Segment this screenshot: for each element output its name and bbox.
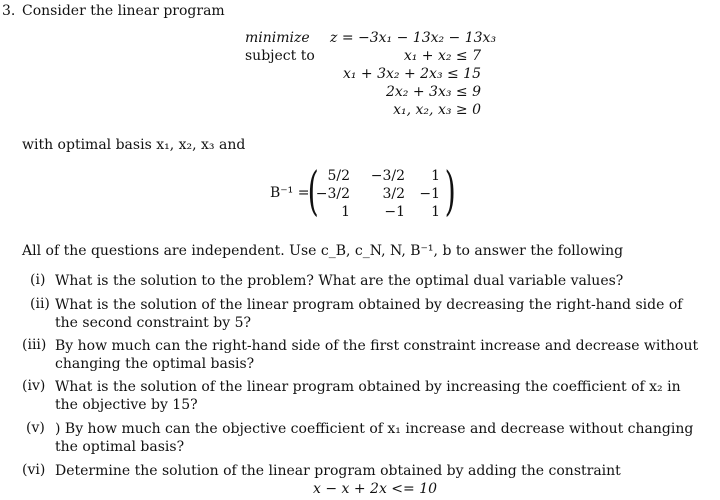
question-number: (iv) bbox=[22, 378, 46, 394]
matrix-cell: 1 bbox=[341, 204, 350, 220]
matrix-cell: 5/2 bbox=[327, 168, 350, 184]
matrix-cell: 1 bbox=[431, 168, 440, 184]
binv-label: B⁻¹ = bbox=[270, 185, 310, 201]
question-number: (iii) bbox=[22, 337, 47, 353]
minimize-label: minimize bbox=[245, 30, 310, 46]
constraint-1: x₁ + x₂ ≤ 7 bbox=[403, 48, 481, 64]
constraint-3: 2x₂ + 3x₃ ≤ 9 bbox=[386, 84, 481, 100]
question-number: (vi) bbox=[22, 462, 46, 478]
matrix-right-paren: ) bbox=[444, 162, 456, 222]
question-number: (ii) bbox=[30, 296, 50, 312]
question-number: (v) bbox=[26, 420, 45, 436]
problem-intro: Consider the linear program bbox=[22, 3, 225, 19]
matrix-cell: −1 bbox=[384, 204, 405, 220]
constraint-2: x₁ + 3x₂ + 2x₃ ≤ 15 bbox=[342, 66, 481, 82]
matrix-cell: −1 bbox=[419, 186, 440, 202]
instructions: All of the questions are independent. Use c_B, c_N, N, B⁻¹, b to answer the following bbox=[22, 243, 624, 259]
matrix-cell: 3/2 bbox=[382, 186, 405, 202]
question-text: ) By how much can the objective coefficient of x₁ increase and decrease without changing the optimal basis? bbox=[55, 421, 694, 455]
subject-to-label: subject to bbox=[245, 48, 315, 64]
added-constraint: x − x + 2x <= 10 bbox=[313, 481, 438, 497]
matrix-cell: −3/2 bbox=[370, 168, 405, 184]
nonnegativity-constraint: x₁, x₂, x₃ ≥ 0 bbox=[393, 102, 481, 118]
matrix-cell: −3/2 bbox=[315, 186, 350, 202]
question-text: By how much can the right-hand side of the first constraint increase and decrease without changing the optimal basis? bbox=[55, 338, 699, 372]
question-text: What is the solution of the linear program obtained by increasing the coefficient of x₂ in the objective by 15? bbox=[55, 379, 681, 413]
objective-function: z = −3x₁ − 13x₂ − 13x₃ bbox=[330, 30, 497, 46]
basis-text: with optimal basis x₁, x₂, x₃ and bbox=[22, 137, 246, 153]
question-text: Determine the solution of the linear program obtained by adding the constraint bbox=[55, 463, 621, 479]
question-text: What is the solution of the linear program obtained by decreasing the right-hand side of the second constraint by 5? bbox=[55, 297, 683, 331]
question-number: (i) bbox=[30, 272, 46, 288]
problem-number: 3. bbox=[2, 3, 16, 19]
matrix-left-paren: ( bbox=[307, 162, 319, 222]
matrix-cell: 1 bbox=[431, 204, 440, 220]
question-text: What is the solution to the problem? What are the optimal dual variable values? bbox=[55, 273, 624, 289]
